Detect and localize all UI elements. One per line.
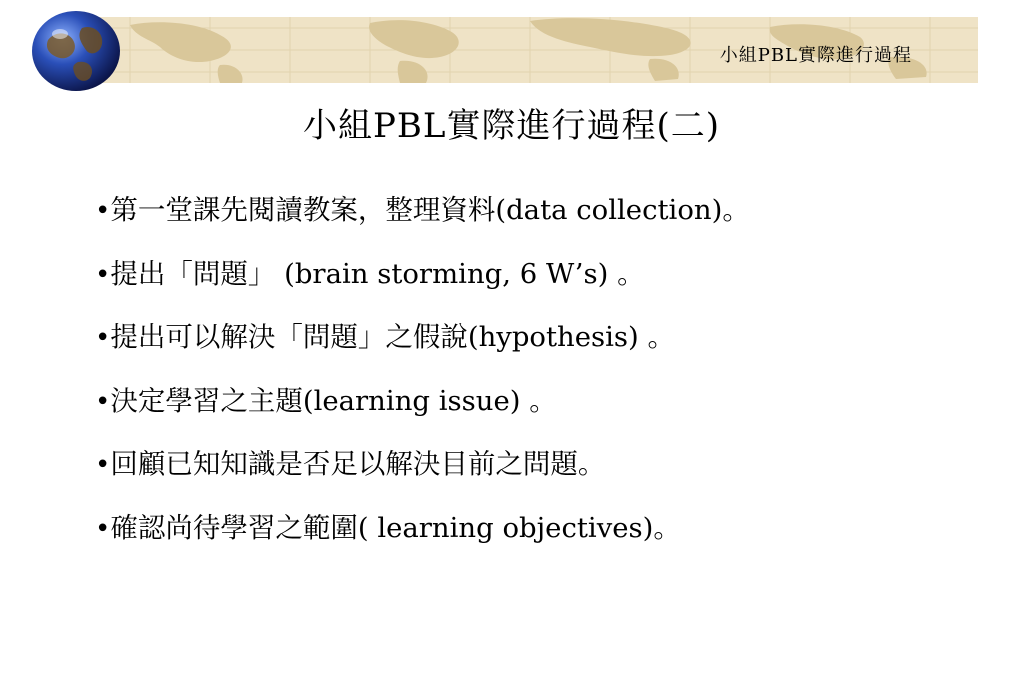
- bullet-item: [95, 379, 750, 443]
- bullet-item: [95, 442, 750, 506]
- bullet-text: 確認尚待學習之範圍( learning objectives)。: [110, 511, 681, 544]
- bullet-dot-icon: •: [95, 196, 111, 226]
- slide-title: 小組PBL實際進行過程(二): [303, 106, 720, 146]
- bullet-dot-icon: •: [95, 259, 111, 290]
- bullet-dot-icon: •: [95, 513, 111, 544]
- bullet-text: 提出「問題」 (brain storming, 6 W’s) 。: [110, 257, 645, 290]
- bullet-item: [95, 188, 750, 252]
- header-title: 小組PBL實際進行過程: [719, 45, 912, 66]
- bullet-item: [95, 315, 750, 379]
- bullet-item: [95, 252, 750, 316]
- globe-icon: [30, 10, 122, 92]
- bullet-text: 決定學習之主題(learning issue) 。: [110, 384, 557, 417]
- bullet-dot-icon: •: [95, 323, 111, 353]
- bullet-dot-icon: •: [95, 386, 111, 417]
- bullet-text: 回顧已知知識是否足以解決目前之問題。: [110, 448, 606, 480]
- bullet-list: [95, 188, 750, 569]
- bullet-item: [95, 506, 750, 570]
- bullet-dot-icon: •: [95, 450, 111, 480]
- bullet-text: 第一堂課先閱讀教案，整理資料(data collection)。: [110, 194, 750, 226]
- bullet-text: 提出可以解決「問題」之假說(hypothesis) 。: [110, 321, 676, 353]
- header-banner: [70, 17, 978, 83]
